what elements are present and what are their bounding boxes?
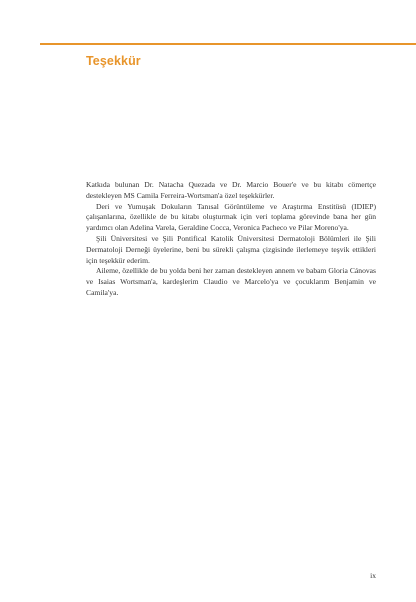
acknowledgements-body xyxy=(86,180,376,299)
paragraph-1: Katkıda bulunan Dr. Natacha Quezada ve Dr. Marcio Bouer'e ve bu kitabı cömertçe destekleyen MS Camila Ferreira-Wortsman'a özel teşekkürler. xyxy=(86,180,376,200)
paragraph-4: Aileme, özellikle de bu yolda beni her zaman destekleyen annem ve babam Gloria Cánovas ve Isaias Wortsman'a, kardeşlerim Claudio ve Marcelo'ya ve çocuklarım Benjamin ve Camila'ya. xyxy=(86,266,376,297)
page-number: ix xyxy=(370,571,376,580)
page-title: Teşekkür xyxy=(86,54,141,68)
paragraph-2: Deri ve Yumuşak Dokuların Tanısal Görüntüleme ve Araştırma Enstitüsü (IDIEP) çalışanlarına, özellikle de bu kitabı oluşturmak için veri toplama görevinde bana her gün yardımcı olan Adelina Varela, Geraldine Cocca, Veronica Pacheco ve Pilar Moreno'ya. xyxy=(86,201,376,233)
header-rule xyxy=(40,43,416,45)
paragraph-3: Şili Üniversitesi ve Şili Pontifical Katolik Üniversitesi Dermatoloji Bölümleri ile Şili Dermatoloji Derneği üyelerine, beni bu sürekli çalışma çizgisinde ilerlemeye teşvik ettikleri için teşekkür ederim. xyxy=(86,233,376,265)
